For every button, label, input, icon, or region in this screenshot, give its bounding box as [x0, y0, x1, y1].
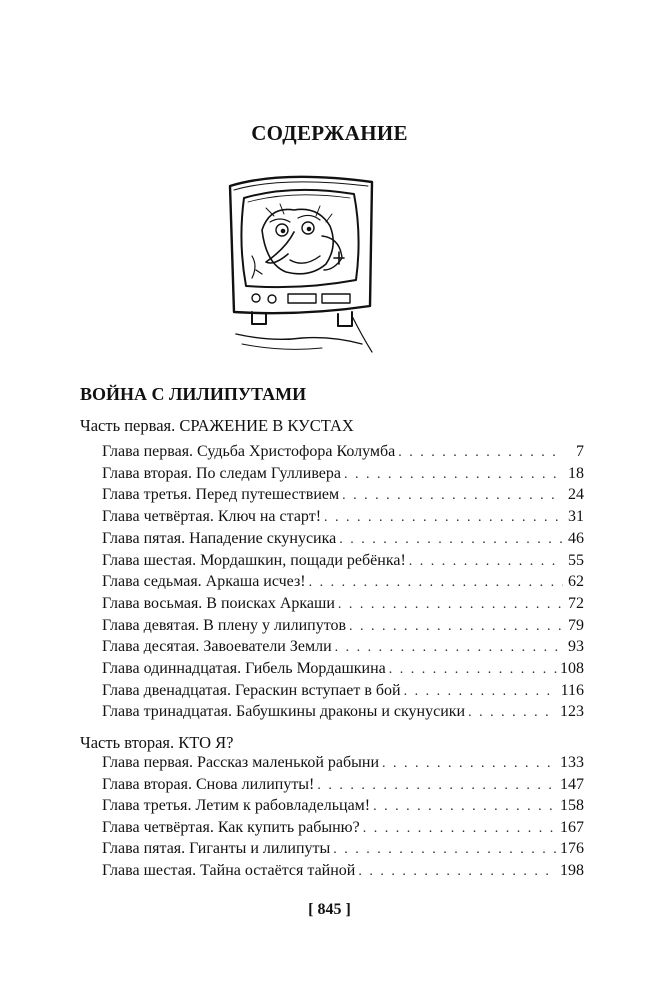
- dot-leader: [309, 575, 563, 591]
- chapter-title: Глава седьмая. Аркаша исчез!: [102, 573, 306, 591]
- page-number: [ 845 ]: [308, 901, 351, 918]
- chapter-title: Глава пятая. Гиганты и лилипуты: [102, 840, 331, 858]
- dot-leader: [317, 778, 557, 794]
- toc-entry: [102, 595, 584, 615]
- toc-entry: [102, 617, 584, 637]
- dot-leader: [389, 662, 557, 678]
- chapter-page-number: 167: [560, 818, 584, 836]
- chapter-page-number: 55: [568, 551, 584, 569]
- dot-leader: [382, 756, 557, 772]
- chapter-page-number: 46: [568, 529, 584, 547]
- chapter-page-number: 31: [568, 508, 584, 526]
- dot-leader: [358, 864, 557, 880]
- chapter-page-number: 123: [560, 703, 584, 721]
- dot-leader: [398, 445, 563, 461]
- toc-entry: [102, 682, 584, 702]
- chapter-title: Глава девятая. В плену у лилипутов: [102, 616, 347, 634]
- chapter-title: Глава одиннадцатая. Гибель Мордашкина: [102, 660, 386, 677]
- chapter-page-number: 198: [560, 862, 584, 879]
- chapter-title: Глава пятая. Нападение скунусика: [102, 529, 337, 547]
- chapter-page-number: 7: [576, 443, 584, 460]
- chapter-page-number: 79: [568, 616, 584, 634]
- dot-leader: [333, 842, 557, 858]
- toc-entry: [102, 797, 584, 817]
- part-heading: Часть вторая. КТО Я?: [80, 733, 234, 752]
- book-title: ВОЙНА С ЛИЛИПУТАМИ: [80, 384, 307, 404]
- chapter-page-number: 108: [560, 660, 584, 677]
- dot-leader: [339, 532, 563, 548]
- toc-entry: [102, 552, 584, 572]
- chapter-page-number: 158: [560, 797, 584, 815]
- toc-entry: [102, 776, 584, 796]
- chapter-page-number: 72: [568, 594, 584, 612]
- dot-leader: [349, 619, 563, 635]
- dot-leader: [344, 467, 563, 483]
- chapter-title: Глава десятая. Завоеватели Земли: [102, 638, 332, 656]
- toc-entry: [102, 508, 584, 528]
- chapter-title: Глава восьмая. В поисках Аркаши: [102, 594, 335, 612]
- dot-leader: [338, 597, 563, 613]
- dot-leader: [324, 510, 563, 526]
- chapter-title: Глава вторая. Снова лилипуты!: [102, 775, 315, 793]
- toc-entry: [102, 703, 584, 723]
- dot-leader: [342, 488, 563, 504]
- part-heading: Часть первая. СРАЖЕНИЕ В КУСТАХ: [80, 416, 354, 435]
- chapter-title: Глава третья. Перед путешествием: [102, 486, 340, 504]
- chapter-page-number: 147: [560, 775, 584, 793]
- toc-entry: [102, 573, 584, 593]
- chapter-title: Глава четвёртая. Как купить рабыню?: [102, 818, 360, 836]
- chapter-title: Глава тринадцатая. Бабушкины драконы и скунусики: [102, 703, 466, 721]
- chapter-title: Глава первая. Судьба Христофора Колумба: [102, 443, 396, 460]
- chapter-page-number: 93: [568, 638, 584, 656]
- dot-leader: [409, 554, 563, 570]
- toc-entry: [102, 754, 584, 774]
- dot-leader: [404, 684, 558, 700]
- toc-entry: [102, 443, 584, 463]
- chapter-page-number: 18: [568, 464, 584, 482]
- page-title: СОДЕРЖАНИЕ: [251, 121, 408, 145]
- chapter-title: Глава шестая. Мордашкин, пощади ребёнка!: [102, 551, 406, 569]
- chapter-page-number: 133: [560, 754, 584, 771]
- chapter-title: Глава первая. Рассказ маленькой рабыни: [102, 754, 380, 771]
- chapter-title: Глава третья. Летим к рабовладельцам!: [102, 797, 371, 815]
- chapter-page-number: 24: [568, 486, 584, 504]
- toc-entry: [102, 840, 584, 860]
- toc-entry: [102, 486, 584, 506]
- toc-entry: [102, 819, 584, 839]
- chapter-title: Глава четвёртая. Ключ на старт!: [102, 508, 322, 526]
- chapter-page-number: 62: [568, 573, 584, 591]
- dot-leader: [373, 799, 557, 815]
- toc-entry: [102, 465, 584, 485]
- dot-leader: [468, 705, 557, 721]
- toc-entry: [102, 530, 584, 550]
- toc-entry: [102, 638, 584, 658]
- chapter-title: Глава вторая. По следам Гулливера: [102, 464, 342, 482]
- dot-leader: [335, 640, 563, 656]
- toc-entry: [102, 660, 584, 680]
- dot-leader: [363, 821, 557, 837]
- chapter-page-number: 176: [560, 840, 584, 858]
- tv-illustration: [222, 166, 380, 364]
- toc-entry: [102, 862, 584, 882]
- chapter-title: Глава шестая. Тайна остаётся тайной: [102, 862, 356, 879]
- chapter-title: Глава двенадцатая. Гераскин вступает в бой: [102, 681, 401, 699]
- chapter-page-number: 116: [560, 681, 584, 699]
